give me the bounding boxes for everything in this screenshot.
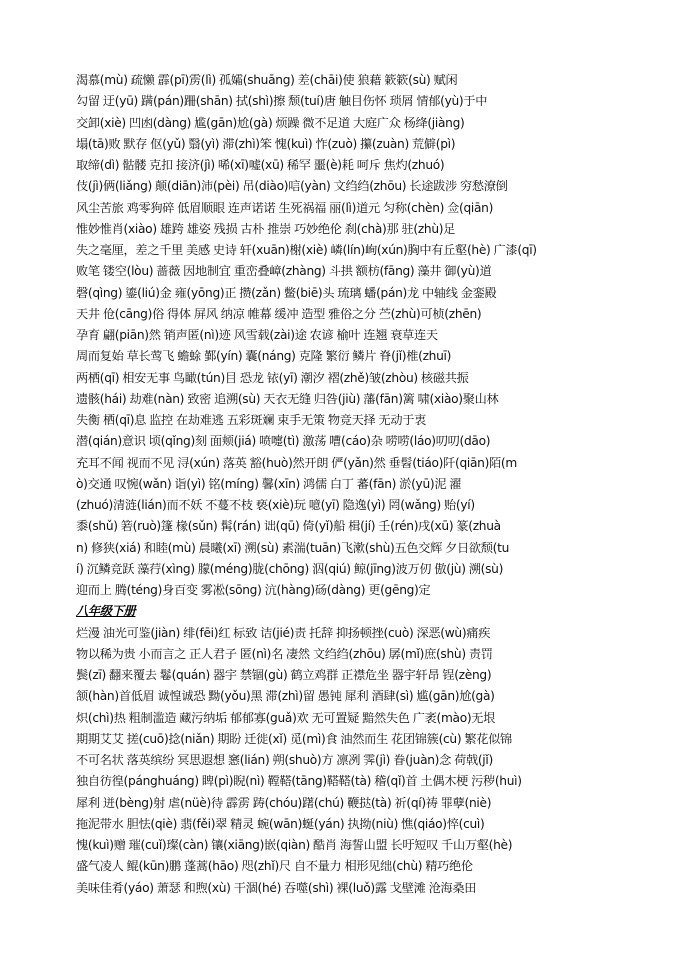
vocab-line: 期期艾艾 搓(cuō)捻(niǎn) 期盼 迁徙(xǐ) 觅(mì)食 油然而生 花团锦簇(cù) 繁花似锦: [76, 731, 512, 746]
vocab-line: 遗骸(hái) 劫难(nàn) 致密 追溯(sù) 天衣无缝 归咎(jiù) 藩(fān)篱 啸(xiào)聚山林: [76, 391, 499, 406]
vocab-line: 潜(qián)意识 顷(qǐng)刻 面颊(jiá) 喷嚏(tì) 激荡 嘈(cáo)杂 唠唠(láo)叨叨(dāo): [76, 434, 491, 449]
vocab-line: 失之毫厘，差之千里 美感 史诗 轩(xuān)榭(xiè) 嶙(lín)峋(xún)胸中有丘壑(hè) 广漆(qī): [76, 243, 537, 257]
vocab-line: 独自彷徨(pánghuáng) 睥(pì)睨(nì) 鞺鞳(tāng)鞳鞳(tà) 稽(qǐ)首 土偶木梗 污秽(huì): [76, 774, 522, 789]
vocab-line: 颔(hàn)首低眉 诚惶诚恐 黝(yǒu)黑 滞(zhì)留 愚钝 犀利 酒肆(sì) 尴(gān)尬(gà): [76, 689, 495, 704]
vocab-line: 愧(kuì)赠 璀(cuǐ)璨(càn) 镶(xiāng)嵌(qiàn) 酷肖 海誓山盟 长吁短叹 千山万壑(hè): [76, 838, 513, 852]
vocab-line: 渴慕(mù) 疏懒 霹(pī)雳(lì) 孤孀(shuāng) 差(chāi)使 狼藉 簌簌(sù) 赋闲: [76, 73, 458, 87]
vocab-line: 风尘苦旅 鸡零狗碎 低眉顺眼 连声诺诺 生死祸福 丽(lì)道元 匀称(chèn) 佥(qiān): [76, 200, 494, 215]
vocabulary-list: [76, 70, 624, 899]
vocab-line: n) 修狭(xiá) 和睦(mù) 晨曦(xī) 溯(sù) 素湍(tuān)飞漱(shù)五色交辉 夕日欲颓(tu: [76, 540, 510, 555]
vocab-line: 败笔 镂空(lòu) 蔷薇 因地制宜 重峦叠嶂(zhàng) 斗拱 额枋(fāng) 藻井 御(yù)道: [76, 264, 492, 279]
vocab-line: 不可名状 落英缤纷 冥思遐想 窸(lián) 朔(shuò)方 凛冽 霁(jì) 眷(juàn)念 荷戟(jǐ): [76, 753, 493, 767]
vocab-line: 盛气凌人 鲲(kūn)鹏 蓬蒿(hāo) 咫(zhǐ)尺 自不量力 相形见绌(chù) 精巧绝伦: [76, 859, 473, 874]
vocab-line: 黍(shǔ) 箬(ruò)篷 椽(sǔn) 髯(rán) 诎(qū) 倚(yǐ)船 楫(jí) 壬(rén)戌(xū) 篆(zhuà: [76, 519, 501, 534]
vocab-line: 充耳不闻 视而不见 浔(xún) 落英 豁(huò)然开朗 俨(yǎn)然 垂髫(tiáo)阡(qiān)陌(m: [76, 455, 517, 470]
vocab-line: 物以稀为贵 小而言之 正人君子 匿(nì)名 凄然 文绉绉(zhōu) 孱(mǐ)庶(shù) 责罚: [76, 646, 493, 661]
vocab-line: 迎而上 腾(téng)身百变 雾凇(sōng) 沆(hàng)砀(dàng) 更(gēng)定: [76, 583, 431, 597]
vocab-line: 鬓(zī) 翻来覆去 鬈(quán) 器宇 禁锢(gù) 鹤立鸡群 正襟危坐 器宇轩昂 锃(zèng): [76, 668, 492, 682]
vocab-line: 烂漫 油光可鉴(jiàn) 绯(fēi)红 标致 诘(jié)责 托辞 抑扬顿挫(cuò) 深恶(wù)痛疾: [76, 625, 491, 640]
vocab-line: 勾留 迂(yū) 蹒(pán)跚(shān) 拭(shì)擦 颓(tuí)唐 触目伤怀 琐屑 情郁(yù)于中: [76, 94, 488, 109]
vocab-line: í) 沉鳞竞跃 藻荇(xìng) 朦(méng)胧(chōng) 泅(qiú) 鲸(jīng)波万仞 傲(jù) 溯(sù): [76, 561, 504, 576]
vocab-line: 拖泥带水 胆怯(qiè) 翡(fěi)翠 精灵 蜿(wān)蜒(yán) 执拗(niù) 憔(qiáo)悴(cuì): [76, 816, 485, 831]
vocab-line: 惟妙惟肖(xiào) 雄跨 雄姿 残损 古朴 推崇 巧妙绝伦 刹(chà)那 驻(zhù)足: [76, 221, 456, 236]
vocab-line: 孕育 翩(piān)然 销声匿(nì)迹 风雪载(zài)途 农谚 榆叶 连翘 衰草连天: [76, 328, 438, 342]
vocab-line: 交卸(xiè) 凹凼(dàng) 尴(gān)尬(gà) 烦躁 微不足道 大庭广众 杨绛(jiàng): [76, 115, 465, 130]
vocab-line: 炽(chì)热 粗制滥造 藏污纳垢 郁郁寡(guǎ)欢 无可置疑 黯然失色 广袤(mào)无垠: [76, 710, 496, 725]
vocab-line: 天井 伧(cāng)俗 得体 屏风 纳凉 帷幕 缓冲 造型 雅俗之分 苎(zhù)可桢(zhēn): [76, 306, 482, 321]
vocab-line: ò)交通 叹惋(wǎn) 诣(yì) 铭(míng) 馨(xīn) 鸿儒 白丁 蕃(fān) 淤(yū)泥 濯: [76, 476, 462, 491]
vocab-line: 犀利 迸(bèng)射 虐(nüè)待 霹雳 踌(chóu)躇(chú) 鞭挞(tà) 祈(qí)祷 罪孽(niè): [76, 795, 492, 810]
section-heading: 八年级下册: [76, 604, 136, 619]
vocab-line: (zhuó)清涟(lián)而不妖 不蔓不枝 亵(xiè)玩 噫(yī) 隐逸(yì) 罔(wǎng) 贻(yí): [76, 498, 475, 512]
vocab-line: 磬(qìng) 鎏(liú)金 雍(yōng)正 攒(zǎn) 鳖(biē)头 琉璃 蟠(pán)龙 中轴线 金銮殿: [76, 285, 497, 300]
vocab-line: 失衡 栖(qī)息 监控 在劫难逃 五彩斑斓 束手无策 物竞天择 无动于衷: [76, 413, 427, 427]
vocab-line: 两栖(qī) 相安无事 鸟瞰(tún)目 恐龙 铱(yī) 潮汐 褶(zhě)皱(zhòu) 核磁共振: [76, 370, 469, 385]
vocab-line: 伎(jì)俩(liǎng) 颠(diān)沛(pèi) 吊(diào)唁(yàn) 文绉绉(zhōu) 长途跋涉 穷愁潦倒: [76, 179, 508, 194]
vocab-line: 取缔(dì) 骷髅 克扣 接济(jì) 唏(xī)嘘(xū) 稀罕 噩(è)耗 呵斥 焦灼(zhuó): [76, 158, 445, 172]
vocab-line: 美味佳肴(yáo) 萧瑟 和煦(xù) 干涸(hé) 吞噬(shì) 裸(luǒ)露 戈壁滩 沧海桑田: [76, 880, 477, 895]
vocab-line: 塌(tā)败 默存 伛(yǔ) 翳(yì) 滞(zhì)笨 愧(kuì) 怍(zuò) 攥(zuàn) 荒僻(pì): [76, 136, 456, 151]
vocab-line: 周而复始 草长莺飞 蟾蜍 鄞(yín) 囊(náng) 克隆 繁衍 鳞片 脊(jǐ)椎(zhuī): [76, 349, 452, 364]
